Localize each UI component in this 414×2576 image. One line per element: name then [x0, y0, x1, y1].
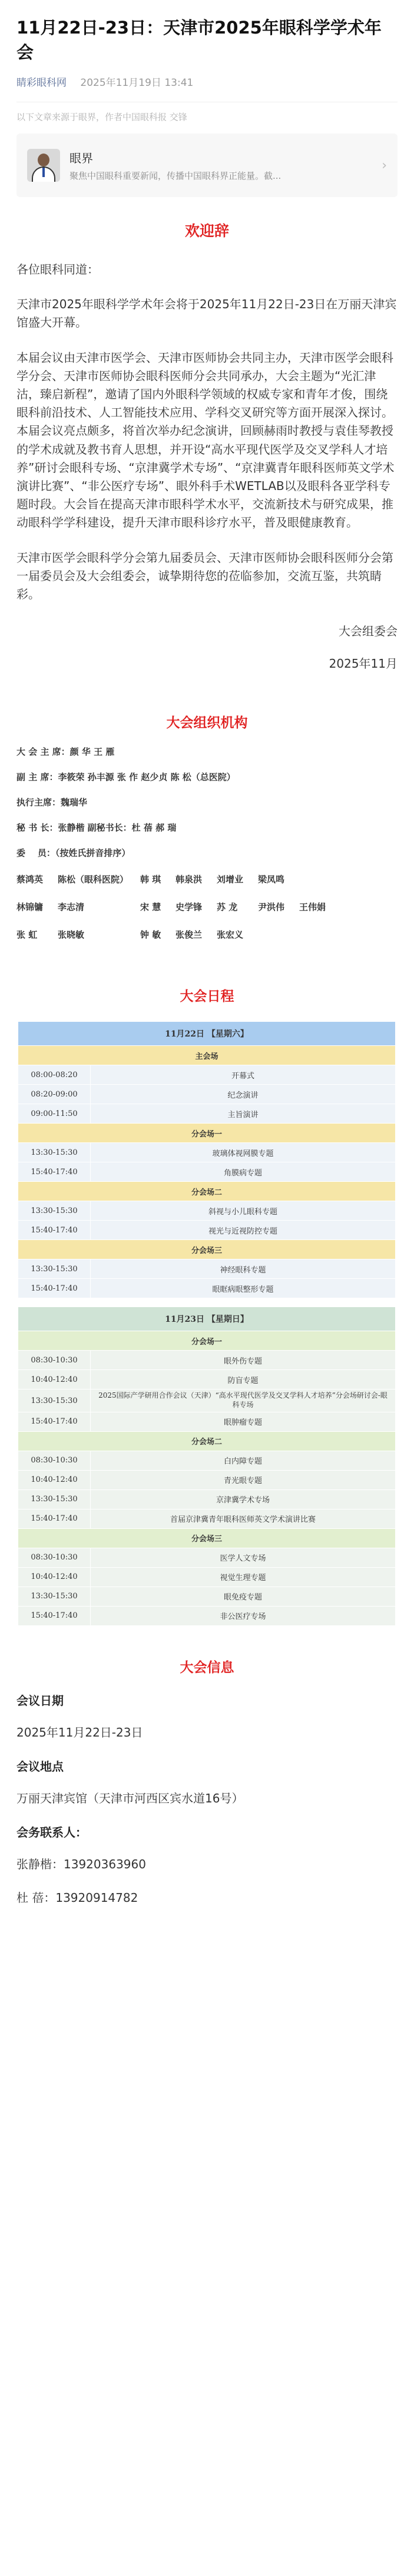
session-time: 08:30-10:30: [18, 1451, 91, 1470]
session-time: 15:40-17:40: [18, 1279, 91, 1298]
session-time: 10:40-12:40: [18, 1470, 91, 1489]
welcome-para-3: 天津市医学会眼科学分会第九届委员会、天津市医师协会眼科医师分会第一届委员会及大会组委会，诚挚期待您的莅临参加，交流互鉴，共筑睛彩。: [16, 550, 393, 601]
contact-2: 杜 蓓：13920914782: [16, 1891, 138, 1905]
schedule-row: [18, 1279, 396, 1298]
session-topic: 角膜病专题: [91, 1162, 396, 1182]
schedule-row: [18, 1351, 396, 1370]
org-exec: [16, 796, 398, 808]
article-meta: [16, 74, 398, 89]
meeting-date: 2025年11月22日-23日: [16, 1725, 143, 1739]
member-name: 刘增业: [217, 874, 244, 885]
schedule-row: [18, 1201, 396, 1221]
schedule-row: [18, 1567, 396, 1587]
schedule-row: [18, 1221, 396, 1240]
session-topic: 白内障专题: [91, 1451, 396, 1470]
session-topic: 非公医疗专场: [91, 1606, 396, 1625]
member-name: 张晓敏: [58, 929, 85, 941]
org-members-label: [16, 847, 398, 859]
avatar: [27, 149, 60, 182]
members-label: 委 员：（按姓氏拼音排序）: [16, 848, 131, 859]
member-name: 史学锋: [175, 902, 203, 913]
org-heading: 大会组织机构: [166, 715, 248, 731]
schedule-row: [18, 1470, 396, 1489]
session-topic: 视光与近视防控专题: [91, 1221, 396, 1240]
session-time: 15:40-17:40: [18, 1412, 91, 1431]
schedule-row: [18, 1489, 396, 1509]
source-note: 以下文章来源于眼界，作者中国眼科报 交锋: [16, 112, 187, 123]
info-section: [16, 1691, 398, 1908]
session-topic: 首届京津冀青年眼科医师英文学术演讲比赛: [91, 1509, 396, 1528]
schedule-row: [18, 1606, 396, 1625]
account-desc: 聚焦中国眼科重要新闻，传播中国眼科界正能量。截...: [69, 171, 281, 182]
schedule-row: [18, 1259, 396, 1279]
session-topic: 斜视与小儿眼科专题: [91, 1201, 396, 1221]
session-topic: 神经眼科专题: [91, 1259, 396, 1279]
schedule-day2-table: [18, 1307, 396, 1625]
venue-header: 主会场: [18, 1046, 396, 1065]
signature-org: 大会组委会: [339, 624, 398, 639]
member-name: 韩泉洪: [175, 874, 203, 885]
schedule-row: [18, 1587, 396, 1606]
session-topic: 视觉生理专题: [91, 1567, 396, 1587]
session-time: 15:40-17:40: [18, 1606, 91, 1625]
member-name: 梁凤鸣: [258, 874, 285, 885]
schedule-day-title: 11月22日 【星期六】: [18, 1022, 396, 1046]
session-topic: 京津冀学术专场: [91, 1489, 396, 1509]
place-label: 会议地点: [16, 1759, 64, 1774]
session-topic: 青光眼专题: [91, 1470, 396, 1489]
member-name: 张宏义: [217, 929, 244, 941]
publish-datetime: 2025年11月19日 13:41: [80, 77, 194, 89]
schedule-day1-table: [18, 1021, 396, 1298]
schedule-row: [18, 1548, 396, 1567]
contact-1: 张静楷：13920363960: [16, 1857, 146, 1872]
schedule-row: [18, 1162, 396, 1182]
schedule-row: [18, 1104, 396, 1124]
session-topic: 防盲专题: [91, 1370, 396, 1389]
schedule-row: [18, 1085, 396, 1104]
meeting-place: 万丽天津宾馆（天津市河西区宾水道16号）: [16, 1791, 244, 1805]
venue-header: 分会场二: [18, 1182, 396, 1201]
chevron-right-icon: ›: [382, 158, 387, 173]
member-name: 张 虹: [16, 929, 38, 941]
session-time: 13:30-15:30: [18, 1587, 91, 1606]
session-time: 08:00-08:20: [18, 1065, 91, 1085]
session-time: 08:30-10:30: [18, 1351, 91, 1370]
exec-label: 执行主席：: [16, 797, 61, 808]
welcome-para-1: 天津市2025年眼科学学术年会将于2025年11月22日-23日在万丽天津宾馆盛大开幕。: [16, 297, 397, 330]
venue-header: 分会场一: [18, 1124, 396, 1143]
member-name: 宋 慧: [140, 902, 161, 913]
schedule-row: [18, 1451, 396, 1470]
schedule-row: [18, 1389, 396, 1412]
session-time: 13:30-15:30: [18, 1143, 91, 1162]
schedule-row: [18, 1143, 396, 1162]
member-name: 李志清: [58, 902, 85, 913]
session-time: 15:40-17:40: [18, 1162, 91, 1182]
members-grid: [16, 873, 398, 941]
venue-header: 分会场三: [18, 1528, 396, 1548]
schedule-row: [18, 1370, 396, 1389]
session-time: 15:40-17:40: [18, 1509, 91, 1528]
session-topic: 医学人文专场: [91, 1548, 396, 1567]
venue-header: 分会场二: [18, 1431, 396, 1451]
sec-names: 张静楷 副秘书长：杜 蓓 郝 瑞: [58, 822, 177, 834]
session-time: 08:30-10:30: [18, 1548, 91, 1567]
member-name: 陈松（眼科医院）: [58, 874, 129, 885]
member-name: 尹洪伟: [258, 902, 285, 913]
session-time: 15:40-17:40: [18, 1221, 91, 1240]
sec-label: 秘 书 长：: [16, 822, 58, 834]
session-topic: 眼肿瘤专题: [91, 1412, 396, 1431]
info-heading: 大会信息: [180, 1659, 234, 1675]
member-name: 苏 龙: [217, 902, 238, 913]
session-time: 10:40-12:40: [18, 1370, 91, 1389]
session-topic: 2025国际产学研用合作会议（天津）“高水平现代医学及交叉学科人才培养”分会场研讨会-眼科专场: [91, 1389, 396, 1412]
source-link[interactable]: 睛彩眼科网: [16, 77, 67, 89]
vice-names: 李筱荣 孙丰源 张 作 赵少贞 陈 松（总医院）: [58, 772, 236, 783]
org-section: [16, 745, 398, 941]
welcome-para-2: 本届会议由天津市医学会、天津市医师协会共同主办，天津市医学会眼科学分会、天津市医师协会眼科医师分会共同承办，大会主题为“光汇津沽，臻启新程”，邀请了国内外眼科学领域的权威专家和青年才俊，围绕眼科前沿技术、人工智能技术应用、学科交叉研究等方面开展深入探讨。本届会议亮点颇多，将首次举办纪念演讲，回顾赫雨时教授与袁佳琴教授的学术成就及教书育人思想，并开设“高水平现代医学及交叉学科人才培养”研讨会眼科专场、“京津冀学术专场”、“京津冀青年眼科医师英文学术演讲比赛”、“非公医疗专场”、眼外科手术WETLAB以及眼科各亚学科专题时段。大会旨在提高天津市眼科学术水平，交流新技术与研究成果，推动眼科学学科建设，提升天津市眼科诊疗水平，普及眼健康教育。: [16, 350, 395, 530]
schedule-row: [18, 1412, 396, 1431]
schedule-day-title: 11月23日 【星期日】: [18, 1307, 396, 1331]
account-name: 眼界: [69, 151, 93, 166]
member-name: 王伟娟: [299, 902, 326, 913]
session-time: 13:30-15:30: [18, 1489, 91, 1509]
signature-date: 2025年11月: [329, 657, 398, 671]
member-name: 蔡鸿英: [16, 874, 44, 885]
venue-header: 分会场三: [18, 1240, 396, 1259]
exec-names: 魏瑞华: [61, 797, 88, 808]
session-topic: 开幕式: [91, 1065, 396, 1085]
venue-header: 分会场一: [18, 1331, 396, 1351]
chair-label: 大 会 主 席：: [16, 747, 70, 758]
session-topic: 玻璃体视网膜专题: [91, 1143, 396, 1162]
member-name: 韩 琪: [140, 874, 161, 885]
account-card[interactable]: [16, 134, 398, 197]
session-topic: 主旨演讲: [91, 1104, 396, 1124]
schedule-row: [18, 1065, 396, 1085]
session-topic: 眼外伤专题: [91, 1351, 396, 1370]
session-time: 08:20-09:00: [18, 1085, 91, 1104]
welcome-heading: 欢迎辞: [184, 222, 229, 240]
date-label: 会议日期: [16, 1693, 64, 1708]
member-name: 林锦镛: [16, 902, 44, 913]
session-time: 13:30-15:30: [18, 1389, 91, 1412]
member-name: 钟 敏: [140, 929, 161, 941]
schedule-heading: 大会日程: [180, 989, 234, 1005]
session-time: 13:30-15:30: [18, 1201, 91, 1221]
session-topic: 纪念演讲: [91, 1085, 396, 1104]
org-vice: [16, 771, 398, 783]
account-card-text: [69, 149, 376, 182]
session-topic: 眼免疫专题: [91, 1587, 396, 1606]
org-sec: [16, 821, 398, 834]
session-time: 13:30-15:30: [18, 1259, 91, 1279]
session-topic: 眼眶病眼整形专题: [91, 1279, 396, 1298]
session-time: 09:00-11:50: [18, 1104, 91, 1124]
article-title: 11月22日-23日：天津市2025年眼科学学术年会: [16, 18, 382, 63]
schedule-row: [18, 1509, 396, 1528]
greeting: 各位眼科同道：: [16, 262, 99, 277]
chair-names: 颜 华 王 雁: [69, 747, 115, 758]
org-chair: [16, 745, 398, 758]
session-time: 10:40-12:40: [18, 1567, 91, 1587]
member-name: 张俊兰: [175, 929, 203, 941]
vice-label: 副 主 席：: [16, 772, 58, 783]
contact-label: 会务联系人：: [16, 1825, 87, 1840]
